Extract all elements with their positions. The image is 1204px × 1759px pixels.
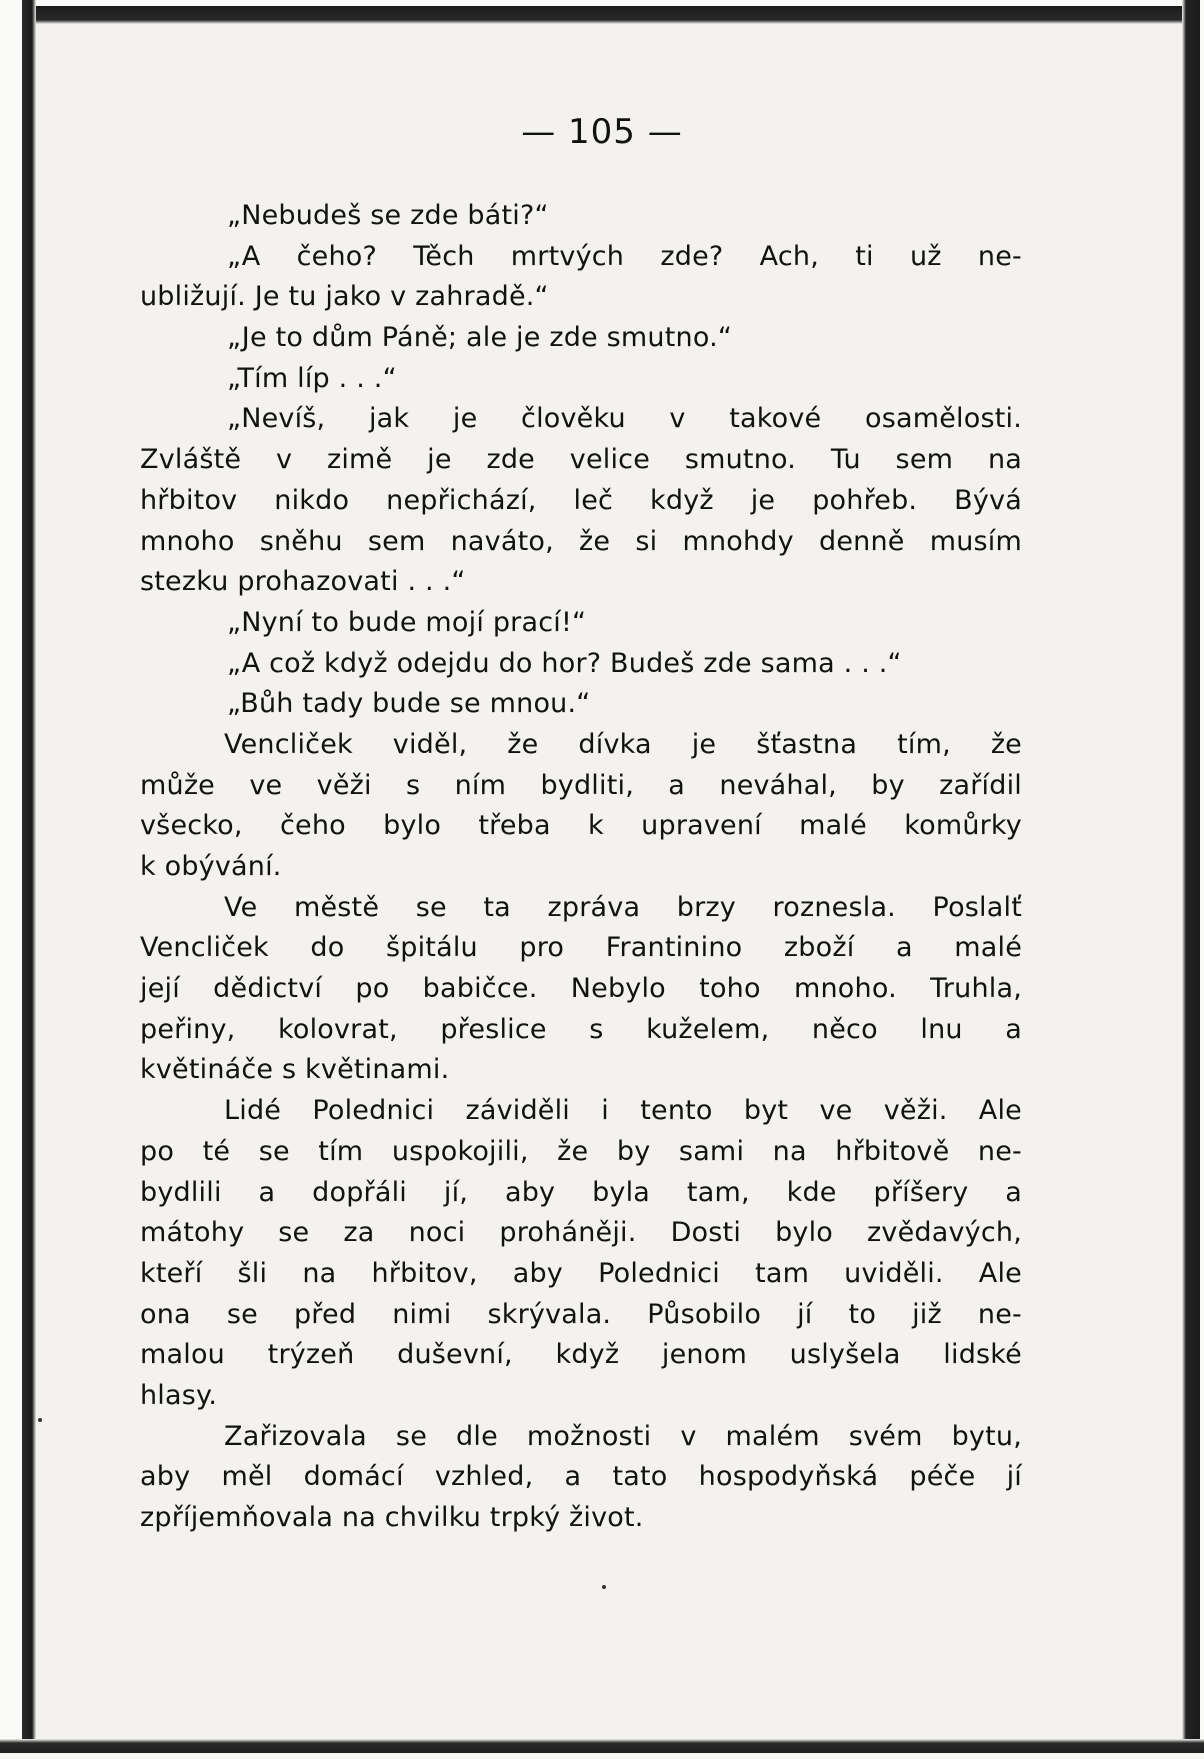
text-line: její dědictví po babičce. Nebylo toho mnoho. Truhla, [140,973,1022,1005]
text-line: „Bůh tady bude se mnou.“ [227,688,591,720]
text-line: aby měl domácí vzhled, a tato hospodyňská péče jí [140,1461,1022,1493]
text-line: peřiny, kolovrat, přeslice s kuželem, něco lnu a [140,1013,1022,1045]
text-line: „A což když odejdu do hor? Budeš zde sama . . .“ [227,647,902,679]
text-line: k obývání. [140,851,282,882]
text-line: po té se tím uspokojili, že by sami na hřbitově ne- [140,1135,1022,1167]
text-line: „A čeho? Těch mrtvých zde? Ach, ti už ne- [227,240,1022,272]
scan-edge-right [1182,0,1204,1759]
text-line: Vencliček do špitálu pro Frantinino zboží a malé [140,932,1022,964]
text-line: Ve městě se ta zpráva brzy roznesla. Poslalť [224,891,1022,923]
text-line: kteří šli na hřbitov, aby Polednici tam uviděli. Ale [140,1257,1022,1289]
body-text [140,196,1022,1539]
text-line: „Nevíš, jak je člověku v takové osamělosti. [227,403,1022,435]
text-line: „Nyní to bude mojí prací!“ [227,606,587,638]
text-line: všecko, čeho bylo třeba k upravení malé komůrky [140,810,1022,842]
text-line: Zvláště v zimě je zde velice smutno. Tu sem na [140,444,1022,476]
text-line: květináče s květinami. [140,1054,450,1086]
text-line: „Je to dům Páně; ale je zde smutno.“ [227,322,733,354]
text-line: „Nebudeš se zde báti?“ [227,200,549,231]
text-line: malou trýzeň duševní, když jenom uslyšela lidské [140,1339,1022,1371]
scan-speck [38,1418,42,1422]
text-line: hlasy. [140,1379,218,1411]
text-line: stezku prohazovati . . .“ [140,566,466,598]
text-line: hřbitov nikdo nepřichází, leč když je pohřeb. Bývá [140,484,1022,516]
text-line: ona se před nimi skrývala. Působilo jí to již ne- [140,1298,1022,1330]
text-line: „Tím líp . . .“ [227,362,397,394]
text-line: ubližují. Je tu jako v zahradě.“ [140,281,549,313]
text-line: bydlili a dopřáli jí, aby byla tam, kde příšery a [140,1176,1022,1208]
page-number: — 105 — [521,112,683,152]
text-line: Lidé Polednici záviděli i tento byt ve věži. Ale [224,1095,1022,1127]
scan-edge-top [0,0,1204,24]
scan-edge-bottom [0,1739,1204,1759]
scan-edge-left [0,0,36,1759]
text-line: Vencliček viděl, že dívka je šťastna tím, že [224,728,1022,760]
text-line: mátohy se za noci proháněji. Dosti bylo zvědavých, [140,1217,1022,1249]
text-line: mnoho sněhu sem naváto, že si mnohdy denně musím [140,525,1022,557]
text-line: Zařizovala se dle možnosti v malém svém bytu, [224,1420,1022,1452]
scan-speck [602,1585,606,1589]
text-line: může ve věži s ním bydliti, a neváhal, by zařídil [140,769,1022,801]
text-line: zpříjemňovala na chvilku trpký život. [140,1502,644,1533]
